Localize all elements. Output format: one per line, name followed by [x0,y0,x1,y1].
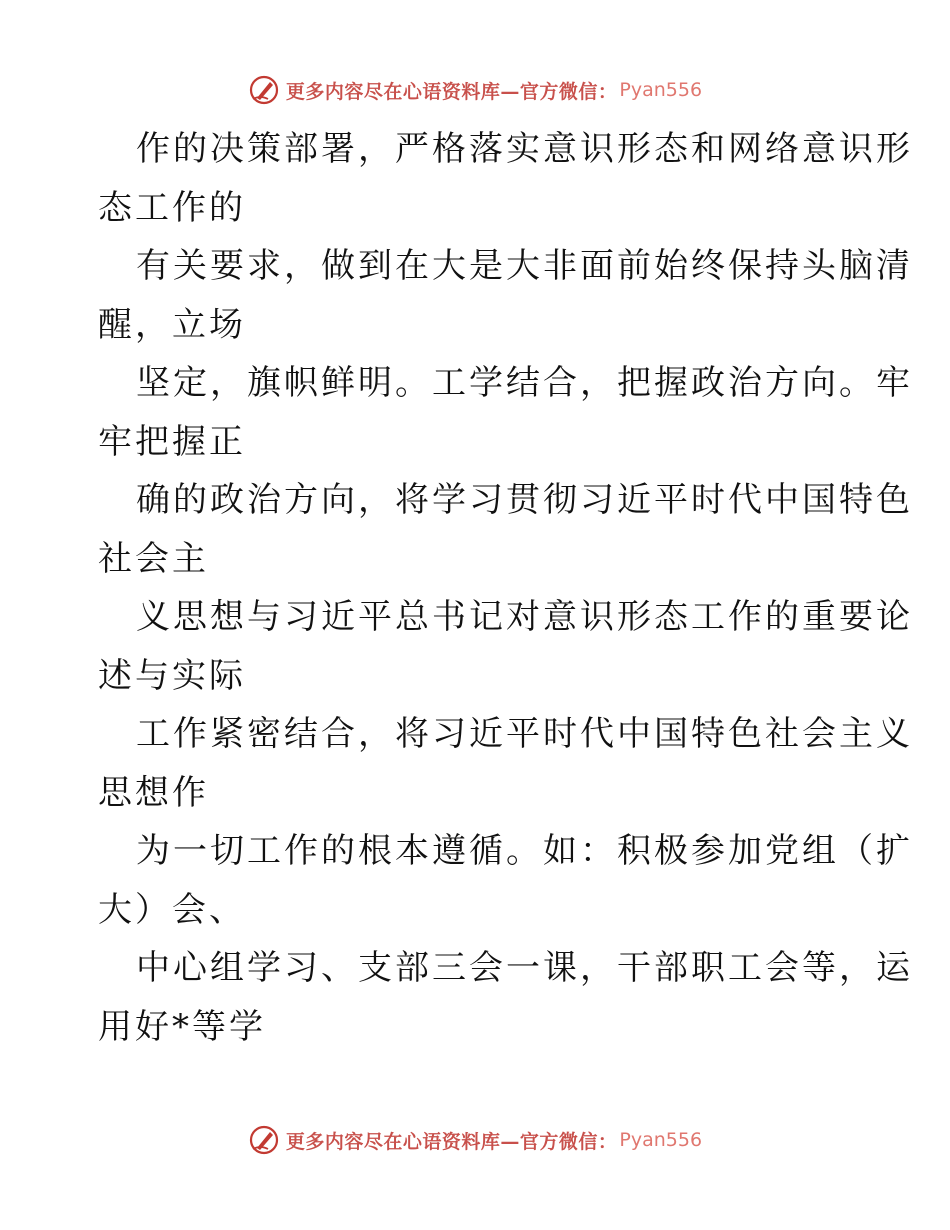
paragraph-line: 为一切工作的根本遵循。如：积极参加党组（扩 [136,831,913,871]
banner-text: 更多内容尽在心语资料库—官方微信： [285,1130,618,1153]
paragraph-line-continued: 用好*等学 [98,1006,266,1047]
banner-wechat-id: Pyan556 [619,79,703,101]
quill-pen-logo-icon [248,74,280,106]
paragraph-line-continued: 思想作 [98,772,209,813]
paragraph-line-continued: 社会主 [98,538,209,579]
paragraph-line-continued: 牢把握正 [98,421,246,462]
paragraph-line-continued: 大）会、 [98,889,246,930]
paragraph-line-continued: 述与实际 [98,655,246,696]
footer-banner [0,1120,950,1160]
paragraph-line: 工作紧密结合，将习近平时代中国特色社会主义 [136,714,913,754]
paragraph-line: 坚定，旗帜鲜明。工学结合，把握政治方向。牢 [136,363,913,403]
quill-pen-logo-icon [248,1124,280,1156]
paragraph-line: 有关要求，做到在大是大非面前始终保持头脑清 [136,246,913,286]
document-body [98,120,913,1056]
paragraph-line: 作的决策部署，严格落实意识形态和网络意识形 [136,129,913,169]
banner-text: 更多内容尽在心语资料库—官方微信： [285,80,618,103]
paragraph-line: 义思想与习近平总书记对意识形态工作的重要论 [136,597,913,637]
paragraph-line-continued: 醒，立场 [98,304,246,345]
banner-wechat-id: Pyan556 [619,1129,703,1151]
header-banner [0,70,950,110]
paragraph-line: 确的政治方向，将学习贯彻习近平时代中国特色 [136,480,913,520]
paragraph-line-continued: 态工作的 [98,187,246,228]
paragraph-line: 中心组学习、支部三会一课，干部职工会等，运 [136,948,913,988]
